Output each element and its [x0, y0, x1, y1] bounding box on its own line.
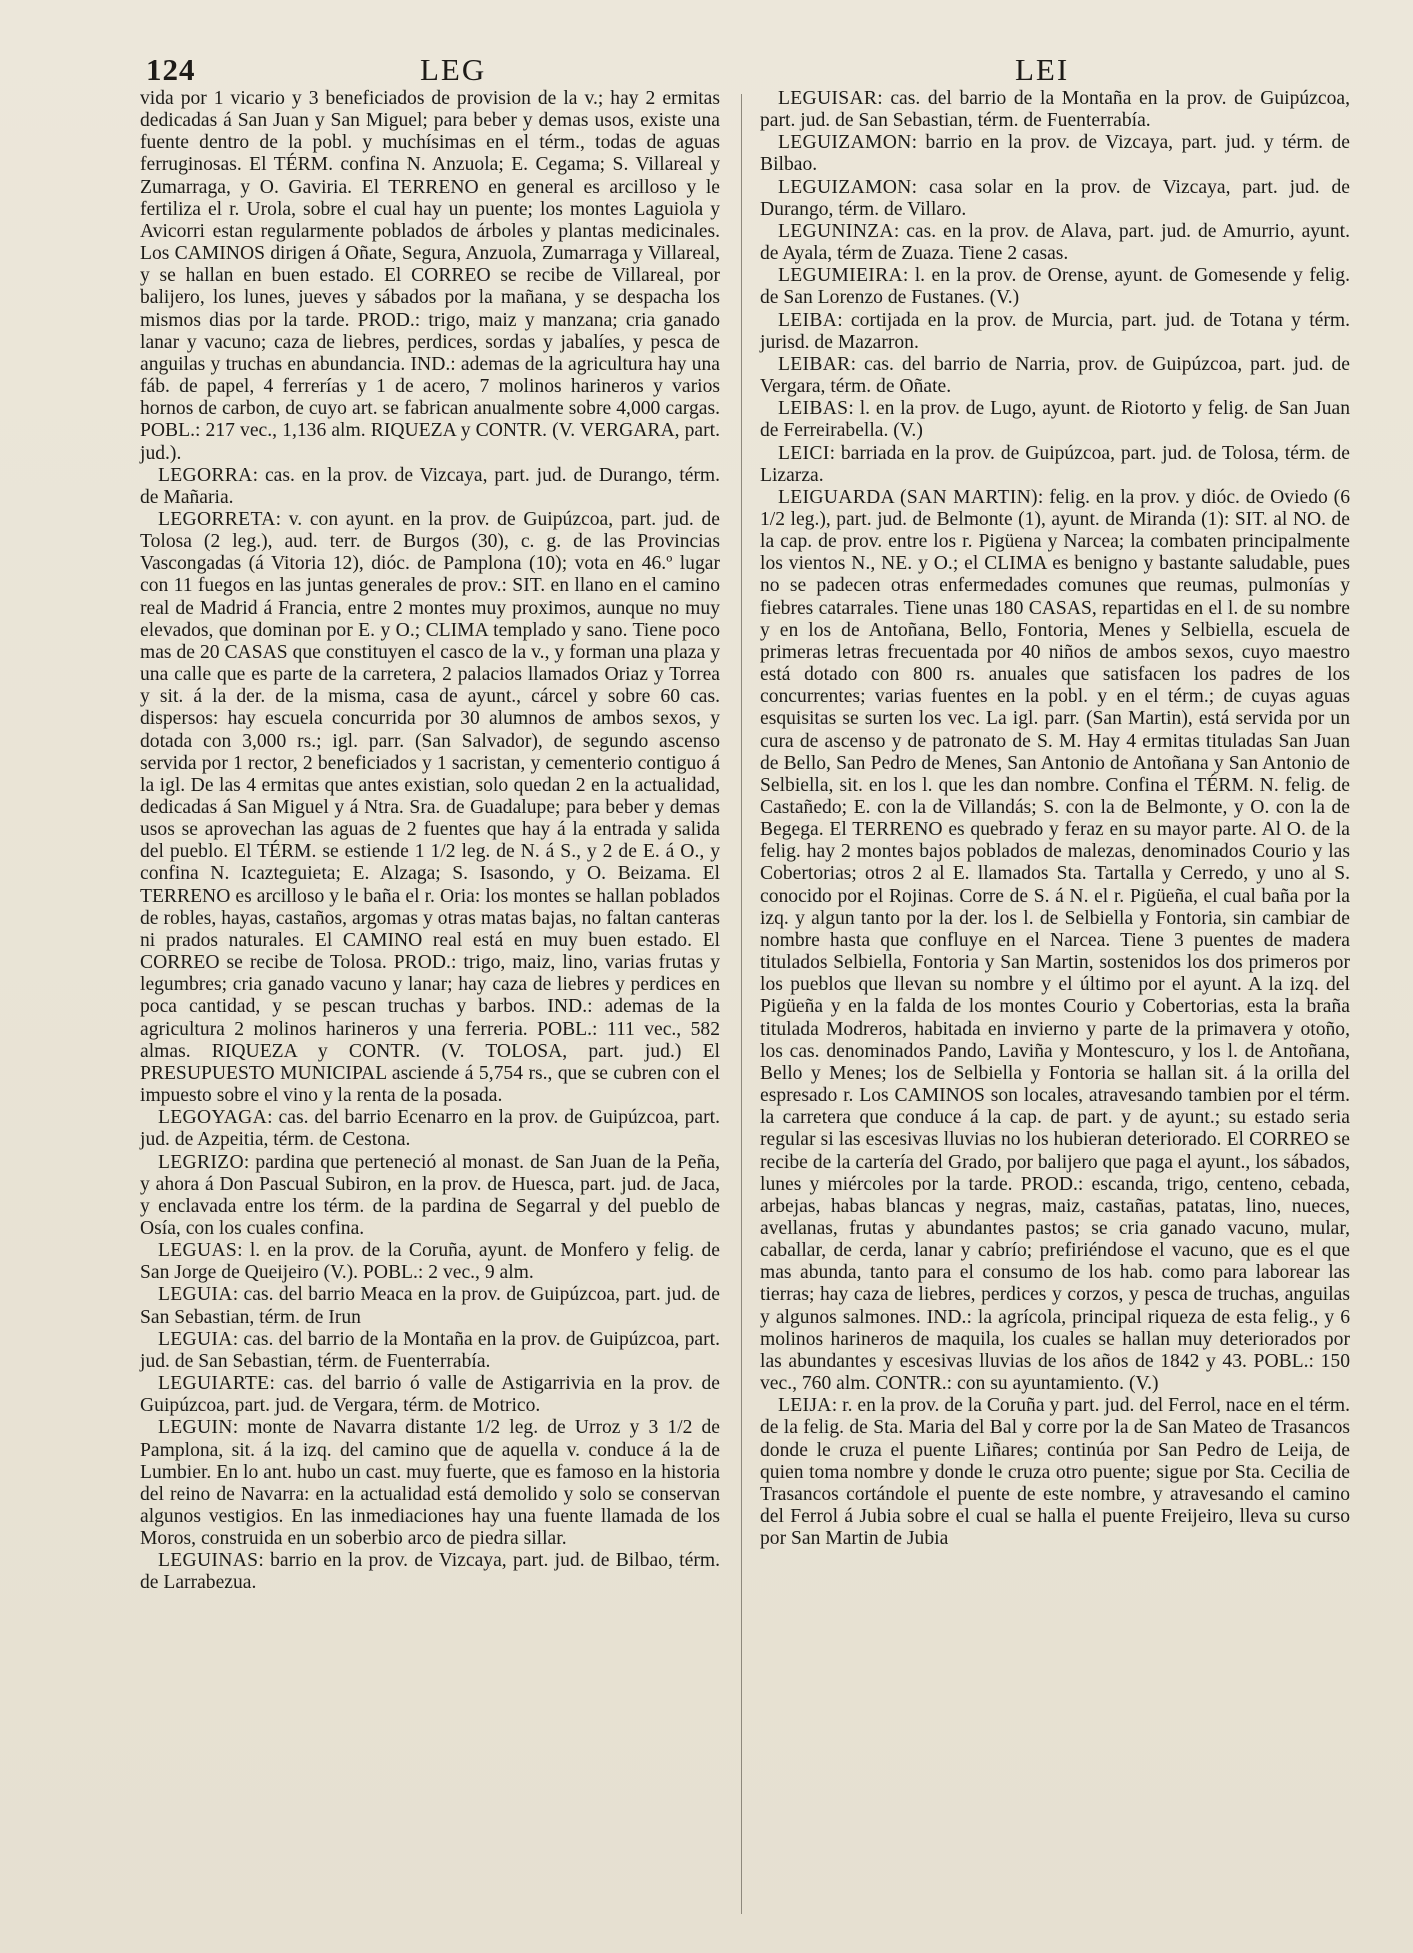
- entry-text: : cas. del barrio Ecenarro en la prov. de Guipúzcoa, part. jud. de Azpeitia, térm. de Cestona.: [140, 1107, 720, 1151]
- entry-headword: LEGORRA: [158, 464, 253, 486]
- entry-headword: LEGUINAS: [158, 1550, 259, 1572]
- entry-headword: LEGUAS: [158, 1240, 238, 1262]
- column-divider: [741, 94, 742, 1914]
- dictionary-entry: [140, 1550, 720, 1594]
- dictionary-entry: [760, 265, 1350, 309]
- dictionary-entry: [760, 487, 1350, 1395]
- dictionary-entry: [140, 1152, 720, 1241]
- entry-headword: LEGUMIEIRA: [778, 265, 903, 287]
- entry-text: : felig. en la prov. y dióc. de Oviedo (6 1/2 leg.), part. jud. de Belmonte (1), ayunt. de Miranda (1): SIT. al NO. de la cap. de prov. entre los r. Pigüena y Narcea; la combaten principalmente los vientos N., NE. y O.; el CLIMA es benigno y bastante saludable, pues no se padecen otras enfermedades comunes que reumas, pulmonías y fiebres catarrales. Tiene unas 180 CASAS, repartidas en el l. de su nombre y en los de Antoñana, Bello, Fontoria, Menes y Selbiella, escuela de primeras letras frecuentada por 40 niños de ambos sexos, cuyo maestro está dotado con 800 rs. anuales que satisfacen los padres de los concurrentes; varias fuentes en la pobl. y en el térm.; de cuyas aguas esquisitas se surten los vec. La igl. parr. (San Martin), está servida por un cura de ascenso y de patronato de S. M. Hay 4 ermitas tituladas San Juan de Bello, San Pedro de Menes, San Antonio de Antoñana y San Antonio de Selbiella, sit. en los l. que les dan nombre. Confina el TÉRM. N. felig. de Castañedo; E. con la de Villandás; S. con la de Belmonte, y O. con la de Begega. El TERRENO es quebrado y feraz en su mayor parte. Al O. de la felig. hay 2 montes bajos poblados de malezas, denominados Courio y las Cobertorias; otros 2 al E. llamados Sta. Tartalla y Cerredo, y uno al S. conocido por el Rojinas. Corre de S. á N. el r. Pigüeña, el cual baña por la izq. y algun tanto por la der. los l. de Selbiella y Fontoria, sin cambiar de nombre hasta que confluye en el Narcea. Tiene 3 puentes de madera titulados Selbiella, Fontoria y San Martin, sostenidos los dos primeros por los pueblos que llevan su nombre y el último por el ayunt. A la izq. del Pigüeña y en la falda de los montes Courio y Cobertorias, esta la braña titulada Modreros, habitada en invierno y parte de la primavera y otoño, los cas. denominados Pando, Laviña y Montescuro, y los l. de Antoñana, Bello y Menes; los de Selbiella y Fontoria se hallan sit. á la orilla del espresado r. Los CAMINOS son locales, atravesando tambien por el térm. la carretera que conduce á la cap. de part. y de ayunt.; su estado seria regular si las escesivas lluvias no los hubieran deteriorado. El CORREO se recibe de la cartería del Grado, por balijero que paga el ayunt., los sábados, lunes y miércoles por la tarde. PROD.: escanda, trigo, centeno, cebada, arbejas, habas blancas y negras, maiz, castañas, patatas, lino, nueces, avellanas, frutas y abundantes pastos; se cria ganado vacuno, mular, caballar, de cerda, lanar y cabrío; prefiriéndose el vacuno, que es el que mas abunda, tanto para el consumo de los hab. como para laborear las tierras; hay caza de liebres, perdices y corzos, y pesca de truchas, anguilas y algunos salmones. IND.: la agrícola, principal riqueza de esta felig., y 6 molinos harineros de maquila, los cuales se hallan muy deteriorados por las abundantes y escesivas lluvias de los años de 1842 y 43. POBL.: 150 vec., 760 alm. CONTR.: con su ayuntamiento. (V.): [760, 486, 1351, 1395]
- dictionary-entry: [760, 354, 1350, 398]
- entry-text: : cas. en la prov. de Vizcaya, part. jud. de Durango, térm. de Mañaria.: [140, 464, 720, 508]
- left-column: [140, 88, 720, 1595]
- dictionary-entry: [760, 132, 1350, 176]
- entry-headword: LEGRIZO: [158, 1151, 244, 1173]
- dictionary-entry: [760, 310, 1350, 354]
- entry-text: : pardina que perteneció al monast. de San Juan de la Peña, y ahora á Don Pascual Subiron, en la prov. de Huesca, part. jud. de Jaca, y enclavada entre los térm. de la pardina de Segarral y del pueblo de Osía, con los cuales confina.: [140, 1151, 720, 1239]
- entry-text: : cas. en la prov. de Alava, part. jud. de Amurrio, ayunt. de Ayala, térm de Zuaza. Tiene 2 casas.: [760, 220, 1350, 265]
- dictionary-entry: [760, 1395, 1350, 1550]
- dictionary-entry: [140, 1329, 720, 1373]
- running-head-left: LEG: [420, 52, 487, 87]
- dictionary-entry: [140, 509, 720, 1107]
- entry-text: : l. en la prov. de Lugo, ayunt. de Riotorto y felig. de San Juan de Ferreirabella. (V.): [760, 398, 1350, 442]
- dictionary-entry: [140, 1107, 720, 1151]
- entry-headword: LEGOYAGA: [158, 1107, 268, 1129]
- entry-text: : monte de Navarra distante 1/2 leg. de Urroz y 3 1/2 de Pamplona, sit. á la izq. del camino que de aquella v. conduce á la de Lumbier. En lo ant. hubo un cast. muy fuerte, que es famoso en la historia del reino de Navarra: en la actualidad está demolido y solo se conservan algunos vestigios. En las inmediaciones hay una fuente llamada de los Moros, construida en un soberbio arco de piedra sillar.: [140, 1417, 720, 1550]
- dictionary-entry: [140, 1417, 720, 1550]
- dictionary-entry: [760, 177, 1350, 221]
- entry-headword: LEGUIN: [158, 1417, 233, 1439]
- dictionary-entry: [140, 1240, 720, 1284]
- entry-text: : v. con ayunt. en la prov. de Guipúzcoa, part. jud. de Tolosa (2 leg.), aud. terr. de Burgos (30), c. g. de las Provincias Vascongadas (á Vitoria 12), dióc. de Pamplona (10); vota en 46.º lugar con 11 fuegos en las juntas generales de prov.: SIT. en llano en el camino real de Madrid á Francia, entre 2 montes muy proximos, aunque no muy elevados, que dominan por E. y O.; CLIMA templado y sano. Tiene poco mas de 20 CASAS que constituyen el casco de la v., y forman una plaza y una calle que es parte de la carretera, 2 palacios llamados Oriaz y Torrea y sit. á la der. de la misma, casa de ayunt., cárcel y sobre 60 cas. dispersos: hay escuela concurrida por 30 alumnos de ambos sexos, y dotada con 3,000 rs.; igl. parr. (San Salvador), de segundo ascenso servida por 1 rector, 2 beneficiados y 1 sacristan, y cementerio contiguo á la igl. De las 4 ermitas que antes existian, solo quedan 2 en la actualidad, dedicadas á San Miguel y á Ntra. Sra. de Guadalupe; para beber y demas usos se aprovechan las aguas de 2 fuentes que hay á la entrada y salida del pueblo. El TÉRM. se estiende 1 1/2 leg. de N. á S., y 2 de E. á O., y confina N. Icazteguieta; E. Alzaga; S. Isasondo, y O. Beizama. El TERRENO es arcilloso y le baña el r. Oria: los montes se hallan poblados de robles, hayas, castaños, argomas y otras matas bajas, no faltan canteras ni prados naturales. El CAMINO real está en muy buen estado. El CORREO se recibe de Tolosa. PROD.: trigo, maiz, lino, varias frutas y legumbres; cria ganado vacuno y lanar; hay caza de liebres y perdices en poca cantidad, y se pescan truchas y barbos. IND.: ademas de la agricultura 2 molinos harineros y una ferreria. POBL.: 111 vec., 582 almas. RIQUEZA y CONTR. (V. TOLOSA, part. jud.) El PRESUPUESTO MUNICIPAL asciende á 5,754 rs., que se cubren con el impuesto sobre el vino y la renta de la posada.: [140, 508, 720, 1107]
- dictionary-entry: [140, 88, 720, 465]
- entry-text: : r. en la prov. de la Coruña y part. jud. del Ferrol, nace en el térm. de la felig. de Sta. Maria del Bal y corre por la de San Mateo de Trasancos donde le cruza el puente Liñares; continúa por San Pedro de Leija, de quien toma nombre y donde le cruza otro puente; sigue por Sta. Cecilia de Trasancos cortándole el puente de este nombre, y atravesando el camino del Ferrol á Jubia sobre el cual se halla el puente Freijeiro, lleva su curso por San Martin de Jubia: [760, 1395, 1350, 1550]
- entry-headword: LEGUISAR: [778, 88, 878, 109]
- entry-headword: LEIGUARDA (SAN MARTIN): [778, 486, 1038, 508]
- entry-text: : barriada en la prov. de Guipúzcoa, part. jud. de Tolosa, térm. de Lizarza.: [760, 442, 1350, 486]
- entry-text: : cas. del barrio de la Montaña en la prov. de Guipúzcoa, part. jud. de San Sebastian, térm. de Fuenterrabía.: [140, 1328, 720, 1372]
- entry-headword: LEGUIZAMON: [778, 132, 912, 154]
- dictionary-entry: [760, 443, 1350, 487]
- entry-headword: LEGUIZAMON: [778, 176, 912, 198]
- entry-headword: LEGUIA: [158, 1284, 233, 1306]
- page-number: 124: [146, 52, 196, 87]
- entry-headword: LEGORRETA: [158, 508, 276, 530]
- dictionary-entry: [140, 1373, 720, 1417]
- entry-headword: LEGUIARTE: [158, 1373, 270, 1395]
- dictionary-entry: [140, 1284, 720, 1328]
- entry-text: vida por 1 vicario y 3 beneficiados de provision de la v.; hay 2 ermitas dedicadas á San Juan y San Miguel; para beber y demas usos, existe una fuente dentro de la pobl. y muchísimas en el térm., todas de aguas ferruginosas. El TÉRM. confina N. Anzuola; E. Cegama; S. Villareal y Zumarraga, y O. Gaviria. El TERRENO en general es arcilloso y le fertiliza el r. Urola, sobre el cual hay un puente; los montes Laguiola y Avicorri estan regularmente poblados de árboles y plantas medicinales. Los CAMINOS dirigen á Oñate, Segura, Anzuola, Zumarraga y Villareal, y se hallan en buen estado. El CORREO se recibe de Villareal, por balijero, los lunes, jueves y sábados por la mañana, y se despacha los mismos dias por la tarde. PROD.: trigo, maiz y manzana; cria ganado lanar y vacuno; caza de liebres, perdices, sordas y jabalíes, y pesca de anguilas y truchas en abundancia. IND.: ademas de la agricultura hay una fáb. de papel, 4 ferrerías y 1 de acero, 7 molinos harineros y varios hornos de carbon, de cuyo art. se fabrican anualmente sobre 4,000 cargas. POBL.: 217 vec., 1,136 alm. RIQUEZA y CONTR. (V. VERGARA, part. jud.).: [140, 88, 720, 464]
- entry-text: : casa solar en la prov. de Vizcaya, part. jud. de Durango, térm. de Villaro.: [760, 176, 1350, 220]
- entry-headword: LEGUIA: [158, 1328, 233, 1350]
- dictionary-entry: [760, 88, 1350, 132]
- page-header: [0, 52, 1413, 92]
- entry-text: : cortijada en la prov. de Murcia, part. jud. de Totana y térm. jurisd. de Mazarron.: [760, 309, 1350, 353]
- entry-headword: LEICI: [778, 442, 830, 464]
- entry-text: : barrio en la prov. de Vizcaya, part. jud. de Bilbao, térm. de Larrabezua.: [140, 1550, 720, 1594]
- entry-text: : cas. del barrio Meaca en la prov. de Guipúzcoa, part. jud. de San Sebastian, térm. de Irun: [140, 1284, 720, 1328]
- dictionary-entry: [760, 398, 1350, 442]
- entry-headword: LEIJA: [778, 1395, 832, 1417]
- entry-text: : cas. del barrio de Narria, prov. de Guipúzcoa, part. jud. de Vergara, térm. de Oñate.: [760, 353, 1350, 398]
- dictionary-entry: [140, 465, 720, 509]
- entry-headword: LEGUNINZA: [778, 220, 894, 242]
- entry-text: : l. en la prov. de la Coruña, ayunt. de Monfero y felig. de San Jorge de Queijeiro (V.). POBL.: 2 vec., 9 alm.: [140, 1240, 720, 1284]
- dictionary-entry: [760, 221, 1350, 265]
- entry-headword: LEIBA: [778, 309, 838, 331]
- entry-text: : barrio en la prov. de Vizcaya, part. jud. y térm. de Bilbao.: [760, 132, 1350, 176]
- entry-headword: LEIBAS: [778, 398, 849, 420]
- running-head-right: LEI: [1015, 52, 1070, 87]
- entry-text: : cas. del barrio ó valle de Astigarrivia en la prov. de Guipúzcoa, part. jud. de Vergara, térm. de Motrico.: [140, 1373, 720, 1417]
- entry-text: : cas. del barrio de la Montaña en la prov. de Guipúzcoa, part. jud. de San Sebastian, térm. de Fuenterrabía.: [760, 88, 1350, 132]
- entry-headword: LEIBAR: [778, 353, 851, 375]
- right-column: [760, 88, 1350, 1550]
- entry-text: : l. en la prov. de Orense, ayunt. de Gomesende y felig. de San Lorenzo de Fustanes. (V.): [760, 265, 1350, 309]
